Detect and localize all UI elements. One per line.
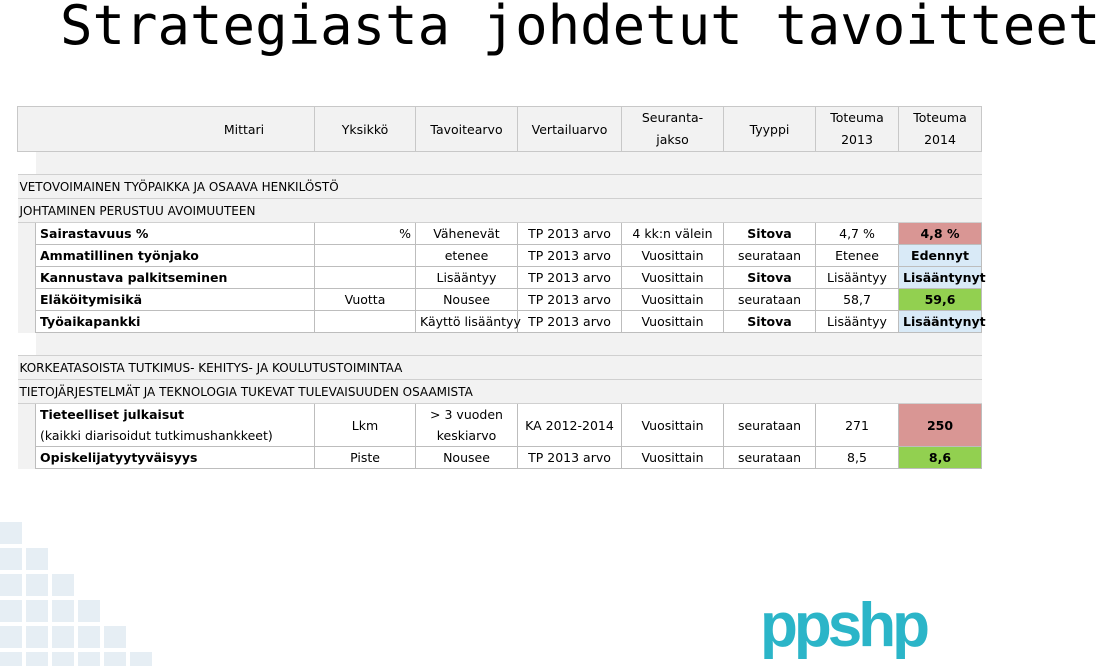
toteuma-2013-cell: 271 xyxy=(816,404,899,447)
vertailuarvo-cell: TP 2013 arvo xyxy=(518,223,622,245)
table-row xyxy=(18,245,982,267)
header-tyyppi: Tyyppi xyxy=(724,107,816,152)
toteuma-2014-cell: Lisääntynyt xyxy=(899,311,982,333)
section-title: VETOVOIMAINEN TYÖPAIKKA JA OSAAVA HENKILÖSTÖ xyxy=(18,175,982,199)
jakso-cell: Vuosittain xyxy=(622,404,724,447)
ppshp-logo xyxy=(760,591,926,664)
tavoitearvo-cell: Nousee xyxy=(416,447,518,469)
yksikko-cell xyxy=(315,245,416,267)
vertailuarvo-cell: TP 2013 arvo xyxy=(518,245,622,267)
vertailuarvo-cell: TP 2013 arvo xyxy=(518,267,622,289)
page-title: Strategiasta johdetut tavoitteet xyxy=(60,0,1100,57)
table-row xyxy=(18,267,982,289)
header-vertailuarvo: Vertailuarvo xyxy=(518,107,622,152)
section-row xyxy=(18,356,982,380)
header-toteuma-2014: Toteuma 2014 xyxy=(899,107,982,152)
table-row xyxy=(18,311,982,333)
header-mittari: Mittari xyxy=(18,107,315,152)
section-title: JOHTAMINEN PERUSTUU AVOIMUUTEEN xyxy=(18,199,982,223)
vertailuarvo-cell: TP 2013 arvo xyxy=(518,311,622,333)
toteuma-2013-cell: Lisääntyy xyxy=(816,311,899,333)
jakso-cell: Vuosittain xyxy=(622,267,724,289)
toteuma-2013-cell: 4,7 % xyxy=(816,223,899,245)
tavoitearvo-cell: Lisääntyy xyxy=(416,267,518,289)
jakso-cell: 4 kk:n välein xyxy=(622,223,724,245)
mittari-cell: Tieteelliset julkaisut (kaikki diarisoidut tutkimushankkeet) xyxy=(36,404,315,447)
header-tavoitearvo: Tavoitearvo xyxy=(416,107,518,152)
yksikko-cell xyxy=(315,267,416,289)
toteuma-2013-cell: Lisääntyy xyxy=(816,267,899,289)
vertailuarvo-cell: KA 2012-2014 xyxy=(518,404,622,447)
jakso-cell: Vuosittain xyxy=(622,289,724,311)
tavoitearvo-cell: > 3 vuoden keskiarvo xyxy=(416,404,518,447)
header-toteuma-2013: Toteuma 2013 xyxy=(816,107,899,152)
mittari-cell: Sairastavuus % xyxy=(36,223,315,245)
header-yksikko: Yksikkö xyxy=(315,107,416,152)
section-row xyxy=(18,199,982,223)
logo-text: ppshp xyxy=(760,591,926,660)
vertailuarvo-cell: TP 2013 arvo xyxy=(518,447,622,469)
tyyppi-cell: seurataan xyxy=(724,289,816,311)
mittari-cell: Ammatillinen työnjako xyxy=(36,245,315,267)
table-row xyxy=(18,404,982,447)
section-title: KORKEATASOISTA TUTKIMUS- KEHITYS- JA KOULUTUSTOIMINTAA xyxy=(18,356,982,380)
tyyppi-cell: seurataan xyxy=(724,245,816,267)
vertailuarvo-cell: TP 2013 arvo xyxy=(518,289,622,311)
toteuma-2014-cell: 250 xyxy=(899,404,982,447)
mittari-cell: Työaikapankki xyxy=(36,311,315,333)
toteuma-2013-cell: 8,5 xyxy=(816,447,899,469)
table-header xyxy=(18,107,982,152)
tyyppi-cell: Sitova xyxy=(724,223,816,245)
section-title: TIETOJÄRJESTELMÄT JA TEKNOLOGIA TUKEVAT TULEVAISUUDEN OSAAMISTA xyxy=(18,380,982,404)
decorative-squares xyxy=(0,522,240,666)
tyyppi-cell: Sitova xyxy=(724,267,816,289)
toteuma-2014-cell: Lisääntynyt xyxy=(899,267,982,289)
section-row xyxy=(18,175,982,199)
table-row xyxy=(18,447,982,469)
jakso-cell: Vuosittain xyxy=(622,311,724,333)
jakso-cell: Vuosittain xyxy=(622,245,724,267)
yksikko-cell: Vuotta xyxy=(315,289,416,311)
yksikko-cell: Piste xyxy=(315,447,416,469)
toteuma-2014-cell: 8,6 xyxy=(899,447,982,469)
table-row xyxy=(18,289,982,311)
toteuma-2013-cell: Etenee xyxy=(816,245,899,267)
table-row xyxy=(18,223,982,245)
kpi-table xyxy=(17,106,986,469)
section-row xyxy=(18,380,982,404)
yksikko-cell xyxy=(315,311,416,333)
tavoitearvo-cell: Nousee xyxy=(416,289,518,311)
tyyppi-cell: seurataan xyxy=(724,447,816,469)
tyyppi-cell: Sitova xyxy=(724,311,816,333)
tavoitearvo-cell: etenee xyxy=(416,245,518,267)
toteuma-2013-cell: 58,7 xyxy=(816,289,899,311)
header-seurantajakso: Seuranta- jakso xyxy=(622,107,724,152)
mittari-cell: Opiskelijatyytyväisyys xyxy=(36,447,315,469)
tyyppi-cell: seurataan xyxy=(724,404,816,447)
toteuma-2014-cell: 59,6 xyxy=(899,289,982,311)
yksikko-cell: Lkm xyxy=(315,404,416,447)
jakso-cell: Vuosittain xyxy=(622,447,724,469)
tavoitearvo-cell: Käyttö lisääntyy xyxy=(416,311,518,333)
mittari-cell: Kannustava palkitseminen xyxy=(36,267,315,289)
toteuma-2014-cell: 4,8 % xyxy=(899,223,982,245)
yksikko-cell: % xyxy=(315,223,416,245)
tavoitearvo-cell: Vähenevät xyxy=(416,223,518,245)
mittari-cell: Eläköitymisikä xyxy=(36,289,315,311)
toteuma-2014-cell: Edennyt xyxy=(899,245,982,267)
